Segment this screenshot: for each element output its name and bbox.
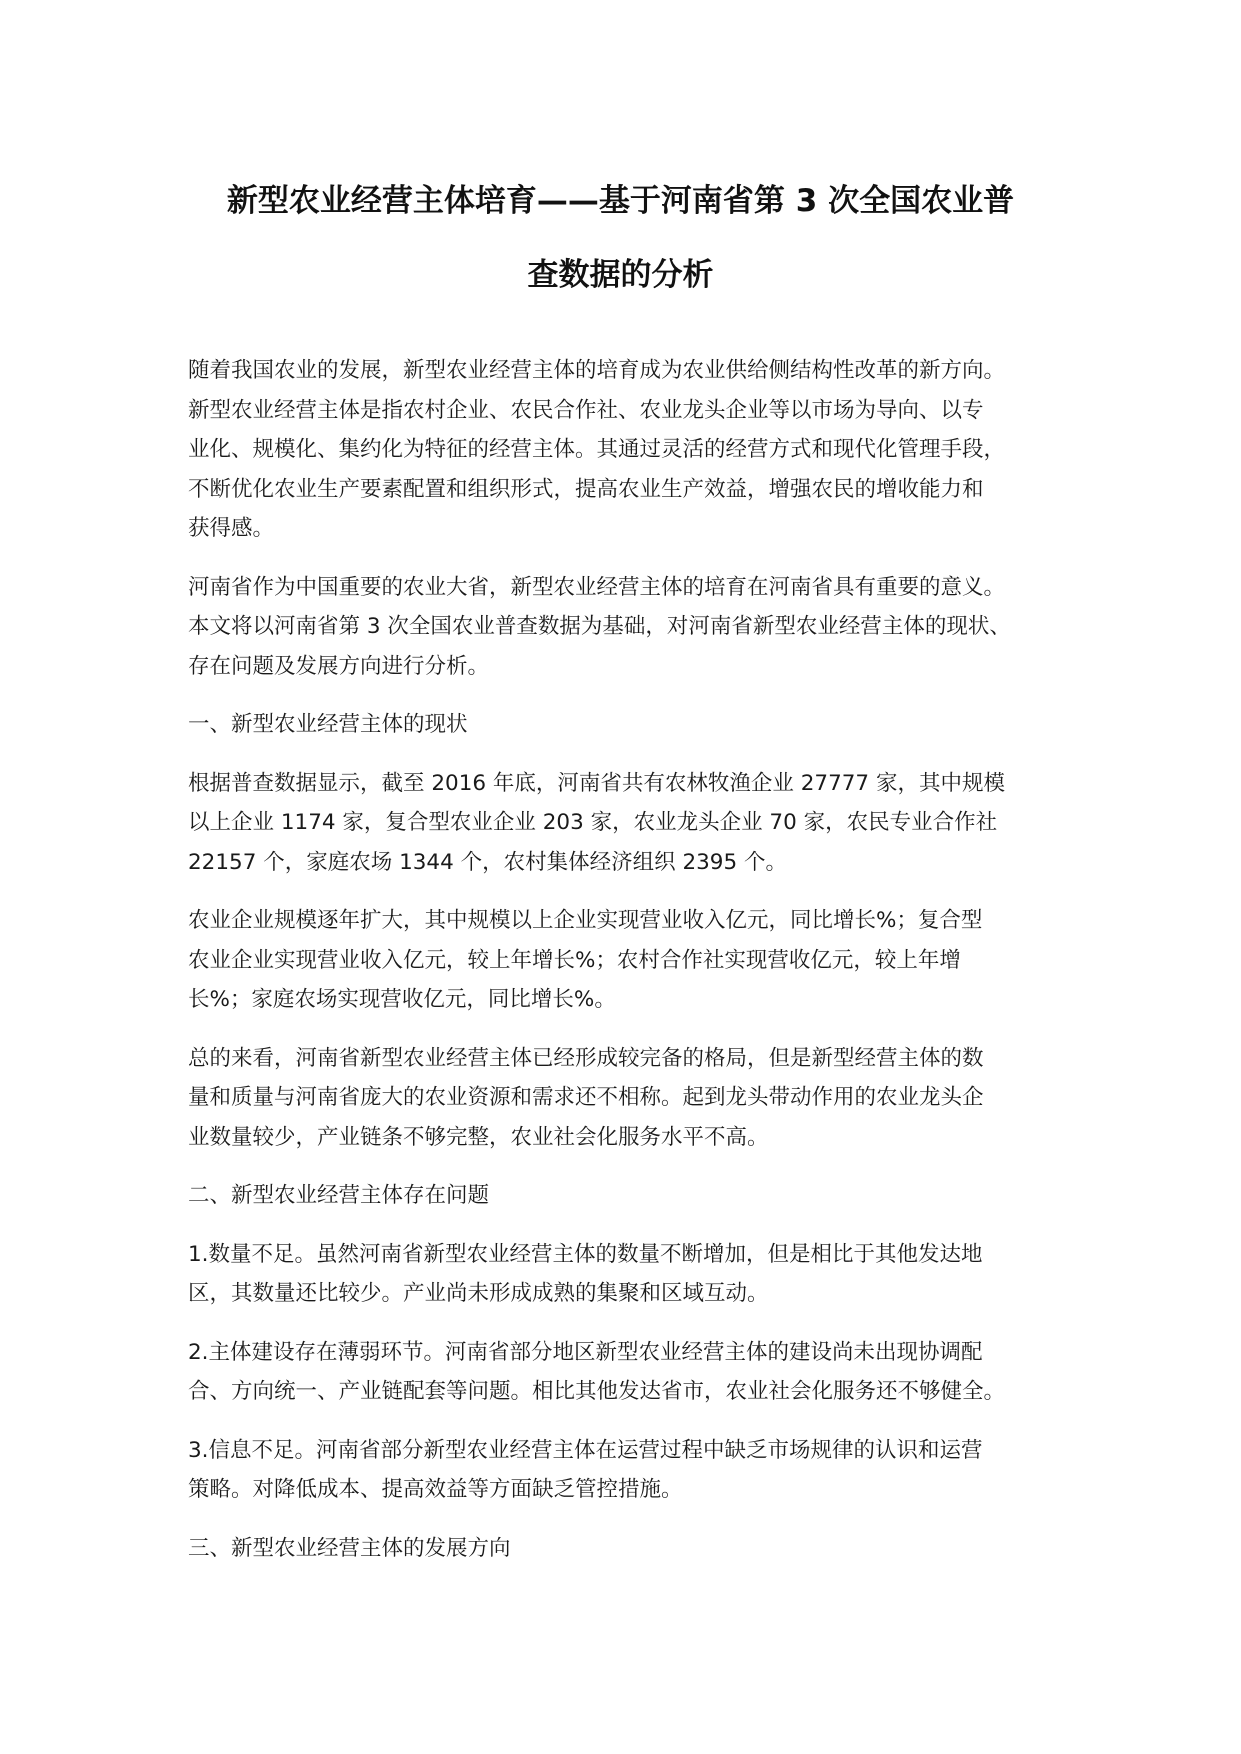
paragraph-line: 不断优化农业生产要素配置和组织形式，提高农业生产效益，增强农民的增收能力和 bbox=[188, 476, 984, 502]
heading-text: 三、新型农业经营主体的发展方向 bbox=[188, 1535, 511, 1561]
section-heading bbox=[188, 1529, 1068, 1569]
paragraph-line: 根据普查数据显示，截至 2016 年底，河南省共有农林牧渔企业 27777 家，其中规模 bbox=[188, 770, 1005, 796]
paragraph-line: 以上企业 1174 家，复合型农业企业 203 家，农业龙头企业 70 家，农民专业合作社 bbox=[188, 810, 998, 835]
paragraph-line: 业化、规模化、集约化为特征的经营主体。其通过灵活的经营方式和现代化管理手段， bbox=[188, 437, 1006, 462]
paragraph-line: 合、方向统一、产业链配套等问题。相比其他发达省市，农业社会化服务还不够健全。 bbox=[188, 1379, 1006, 1404]
heading-text: 二、新型农业经营主体存在问题 bbox=[188, 1183, 490, 1208]
paragraph bbox=[188, 1235, 1068, 1314]
paragraph-line: 本文将以河南省第 3 次全国农业普查数据为基础，对河南省新型农业经营主体的现状、 bbox=[188, 614, 1011, 639]
paragraph bbox=[188, 1333, 1068, 1412]
paragraph-line: 策略。对降低成本、提高效益等方面缺乏管控措施。 bbox=[188, 1477, 683, 1502]
title-line-2: 查数据的分析 bbox=[527, 257, 714, 293]
paragraph-line: 3.信息不足。河南省部分新型农业经营主体在运营过程中缺乏市场规律的认识和运营 bbox=[188, 1437, 983, 1463]
paragraph-line: 获得感。 bbox=[188, 516, 275, 541]
title-line-1: 新型农业经营主体培育——基于河南省第 3 次全国农业普 bbox=[226, 183, 1015, 219]
document-body bbox=[188, 351, 1068, 1587]
paragraph-line: 区，其数量还比较少。产业尚未形成成熟的集聚和区域互动。 bbox=[188, 1281, 769, 1306]
paragraph-line: 随着我国农业的发展，新型农业经营主体的培育成为农业供给侧结构性改革的新方向。 bbox=[188, 358, 1006, 383]
section-heading bbox=[188, 1176, 1068, 1216]
paragraph bbox=[188, 568, 1068, 687]
paragraph bbox=[188, 901, 1068, 1020]
paragraph bbox=[188, 1431, 1068, 1510]
paragraph-line: 22157 个，家庭农场 1344 个，农村集体经济组织 2395 个。 bbox=[188, 849, 787, 875]
paragraph-line: 农业企业实现营业收入亿元，较上年增长%；农村合作社实现营收亿元，较上年增 bbox=[188, 947, 961, 973]
paragraph-line: 业数量较少，产业链条不够完整，农业社会化服务水平不高。 bbox=[188, 1124, 769, 1150]
paragraph-line: 总的来看，河南省新型农业经营主体已经形成较完备的格局，但是新型经营主体的数 bbox=[188, 1045, 984, 1071]
paragraph-line: 量和质量与河南省庞大的农业资源和需求还不相称。起到龙头带动作用的农业龙头企 bbox=[188, 1085, 984, 1110]
section-heading bbox=[188, 705, 1068, 745]
paragraph-line: 2.主体建设存在薄弱环节。河南省部分地区新型农业经营主体的建设尚未出现协调配 bbox=[188, 1339, 983, 1365]
paragraph-line: 1.数量不足。虽然河南省新型农业经营主体的数量不断增加，但是相比于其他发达地 bbox=[188, 1241, 983, 1267]
paragraph-line: 河南省作为中国重要的农业大省，新型农业经营主体的培育在河南省具有重要的意义。 bbox=[188, 574, 1006, 600]
paragraph bbox=[188, 351, 1068, 549]
paragraph-line: 农业企业规模逐年扩大，其中规模以上企业实现营业收入亿元，同比增长%；复合型 bbox=[188, 908, 983, 933]
paragraph-line: 长%；家庭农场实现营收亿元，同比增长%。 bbox=[188, 987, 616, 1012]
paragraph-line: 存在问题及发展方向进行分析。 bbox=[188, 653, 490, 679]
paragraph bbox=[188, 1039, 1068, 1158]
paragraph bbox=[188, 764, 1068, 883]
heading-text: 一、新型农业经营主体的现状 bbox=[188, 712, 468, 737]
paragraph-line: 新型农业经营主体是指农村企业、农民合作社、农业龙头企业等以市场为导向、以专 bbox=[188, 397, 984, 423]
